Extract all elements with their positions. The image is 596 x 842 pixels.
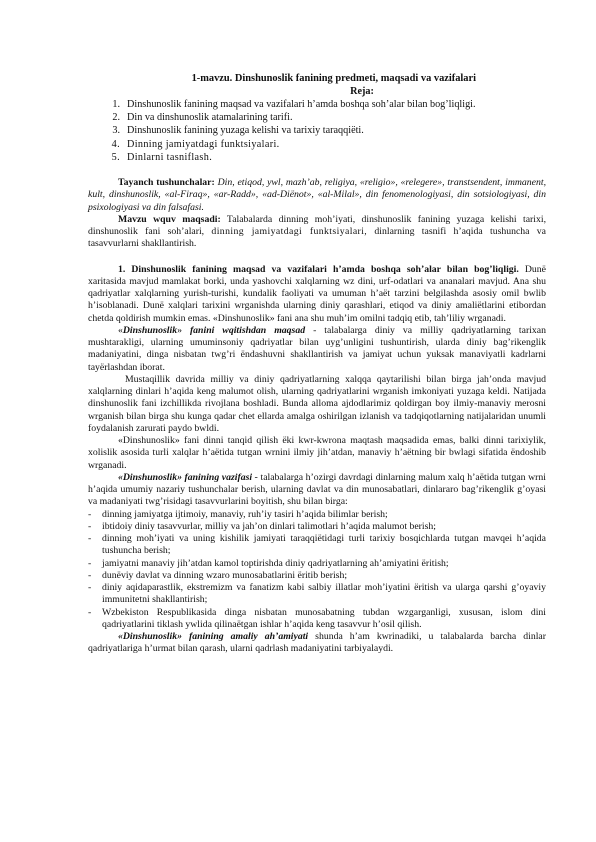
independence-paragraph: Mustaqillik davrida milliy va diniy qadriyatlarning xalqqa qaytarilishi bilan birga jah’onda mavjud xalqlarning dinlari h’aqida keng malumot olish, ularning qadriyatlarini wrganish imkoniyati yuzaga keldi. Natijada dinshunoslik fani izchillikda rivojlana boshladi. Bunda alloma ajdodlarimiz qoldirgan boy ilmiy-manaviy merosni wrganish bilan birga shu kunga qadar chet ellarda amalga oshirilgan izlanish va tadqiqotlarning natijalaridan unumli foydalanish zarurati paydo bwldi. <box>88 373 546 434</box>
plan-item: 2. Din va dinshunoslik atamalarining tarifi. <box>112 112 293 124</box>
list-item: - ibtidoiy diniy tasavvurlar, milliy va jah’on dinlari talimotlari h’aqida malumot berish; <box>88 520 437 532</box>
section1-heading: 1. Dinshunoslik fanining maqsad va vazifalari h’amda boshqa soh’alar bilan bog’liqligi. <box>118 263 519 275</box>
spacer <box>88 251 546 264</box>
list-item: - Wzbekiston Respublikasida dinga nisbatan munosabatning tubdan wzgarganligi, xususan, islom dini qadriyatlarini tiklash ywlida qilinaёtgan ishlar h’aqida keng tasavvur h’osil qilish. <box>88 606 546 630</box>
key-terms-text: Din, etiqod, ywl, mazh’ab, religiya, «religio», «relegere», transtsendent, immanent, kult, dinshunoslik, «al-Firaq», «ar-Radd», «ad-Diёnot», «al-Milal», din fenomenologiyasi, din sotsiologiyasi, din psixologiyasi va din falsafasi. <box>88 177 547 213</box>
key-terms-label: Tayanch tushunchalar: <box>118 177 215 189</box>
plan-list <box>88 98 546 164</box>
list-item: - dunёviy davlat va dinning wzaro munosabatlarini ёritib berish; <box>88 569 348 581</box>
plan-item: 3. Dinshunoslik fanining yuzaga kelishi va tarixiy taraqqiёti. <box>112 125 364 137</box>
list-item: - dinning jamiyatga ijtimoiy, manaviy, ruh’iy tasiri h’aqida bilimlar berish; <box>88 508 388 520</box>
goal-of-teaching-paragraph: «Dinshunoslik» fanini wqitishdan maqsad - talabalarga diniy va milliy qadriyatlarning tarixan mushtarakligi, ularning umuminsoniy qadriyatlar bilan uyg’unligini tushuntirish, ularda diniy bag’rikenglik madaniyatini, dinga nisbatan twg’ri ёndashuvni shakllantirish va jamiyat uchun yuksak manaviyatli kadrlarni tayёrlashdan iborat. <box>88 324 546 373</box>
goal-paragraph: Mavzu wquv maqsadi: Talabalarda dinning moh’iyati, dinshunoslik fanining yuzaga kelishi tarixi, dinshunoslik fani soh’alari, dinning jamiyatdagi funktsiyalari, dinlarning tasnifi h’aqida tushuncha va tasavvurlarni shakllantirish. <box>88 213 547 250</box>
tasks-paragraph: «Dinshunoslik» fanining vazifasi - talabalarga h’ozirgi davrdagi dinlarning malum xalq h’aёtida tutgan wrni h’aqida umumiy nazariy tushunchalar berish, ularning davlat va din munosabatlari, dinlararo bag’rikenglik g’oyasi va madaniyati twg’risidagi tasavvurlarini boyitish, shu bilan birga: <box>88 471 546 508</box>
not-criticism-paragraph: «Dinshunoslik» fani dinni tanqid qilish ёki kwr-kwrona maqtash maqsadida emas, balki dinni tarixiylik, xolislik asosida turli xalqlar h’aёtida tutgan wrnini ilmiy jih’atdan, manaviy h’aёtning bir bwlagi sifatida ёndoshib wrganadi. <box>88 435 546 471</box>
practical-importance-paragraph: «Dinshunoslik» fanining amaliy ah’amiyati shunda h’am kwrinadiki, u talabalarda barcha dinlar qadriyatlariga h’urmat bilan qarash, ularni qadrlash madaniyatini tarbiyalaydi. <box>88 631 546 655</box>
list-item: - dinning moh’iyati va uning kishilik jamiyati taraqqiёtidagi turli tarixiy bosqichlarda tutgan mavqei h’aqida tushuncha berish; <box>88 533 546 557</box>
plan-heading: Reja: <box>350 86 374 97</box>
goal-label: Mavzu wquv maqsadi: <box>118 213 221 225</box>
section1-paragraph: 1. Dinshunoslik fanining maqsad va vazifalari h’amda boshqa soh’alar bilan bog’liqligi. Dunё xaritasida mavjud mamlakat borki, unda yashovchi xalqlarning wz dini, urf-odatlari va ananalari mavjud. Ana shu qadriyatlar xalqlarning yurish-turishi, kundalik faoliyati va umuman h’aёt tarzini belgilashda asosiy omil bwlib h’isoblanadi. Dunё xalqlari tarixini wrganishda ularning diniy qarashlari, etiqod va diniy amaliёtlarini etibordan chetda qoldirish mumkin emas. «Dinshunoslik» fani ana shu muh’im omilni tadqiq etib, tah’liliy wrganadi. <box>88 263 547 324</box>
page-title: 1-mavzu. Dinshunoslik fanining predmeti, maqsadi va vazifalari <box>191 73 476 84</box>
plan-item: 1. Dinshunoslik fanining maqsad va vazifalari h’amda boshqa soh’alar bilan bog’liqligi. <box>112 99 476 110</box>
plan-item: 4. Dinning jamiyatdagi funktsiyalari. <box>111 138 280 150</box>
plan-item: 5. Dinlarni tasniflash. <box>111 151 213 163</box>
key-terms-paragraph <box>88 177 546 214</box>
spacer <box>88 164 546 177</box>
list-item: - jamiyatni manaviy jih’atdan kamol toptirishda diniy qadriyatlarning ah’amiyatini ёritish; <box>88 557 449 569</box>
list-item: - diniy aqidaparastlik, ekstremizm va fanatizm kabi salbiy illatlar moh’iyatini ёritish va ularga qarshi g’oyaviy immunitetni shakllantirish; <box>88 582 546 606</box>
tasks-list <box>88 509 546 632</box>
